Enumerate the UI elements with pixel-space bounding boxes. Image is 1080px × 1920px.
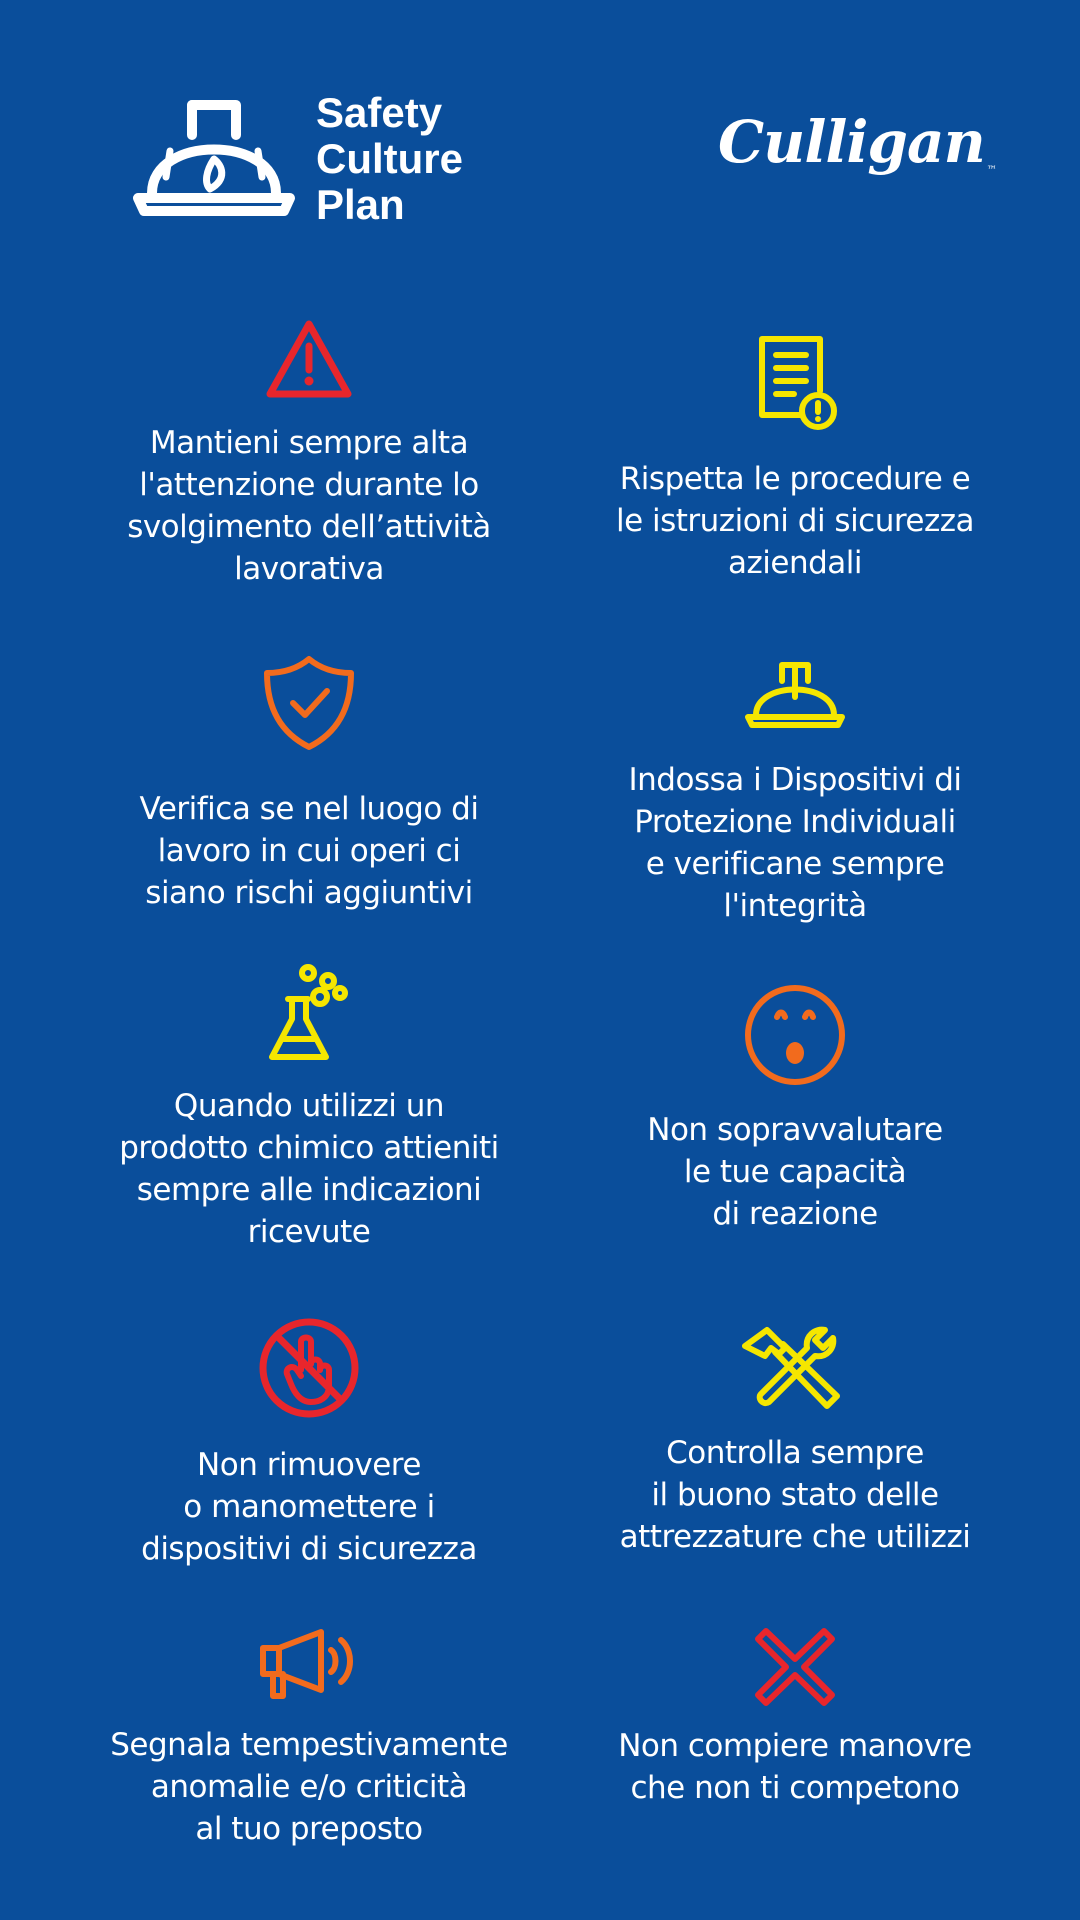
chemical-flask-icon bbox=[264, 963, 354, 1065]
brand-name: Culligan bbox=[718, 108, 985, 176]
hard-hat-logo-icon bbox=[130, 93, 298, 223]
no-touch-icon bbox=[257, 1316, 361, 1420]
rule-text: Non rimuovere o manomettere i dispositivi di sicurezza bbox=[141, 1447, 477, 1567]
title-line: Safety bbox=[316, 89, 443, 136]
rule-text: Rispetta le procedure e le istruzioni di sicurezza aziendali bbox=[615, 461, 975, 581]
app-title bbox=[316, 90, 463, 228]
rule-text: Mantieni sempre alta l'attenzione durante lo svolgimento dell’attività lavorativa bbox=[127, 425, 491, 587]
rule-card bbox=[565, 983, 1025, 1235]
warning-triangle-icon bbox=[264, 318, 354, 400]
rule-card bbox=[565, 657, 1025, 927]
rule-card bbox=[79, 1316, 539, 1570]
rule-text: Controlla sempre il buono stato delle attrezzature che utilizzi bbox=[619, 1435, 971, 1555]
header bbox=[0, 0, 1080, 260]
shield-check-icon bbox=[259, 653, 359, 753]
rule-text: Non compiere manovre che non ti competono bbox=[618, 1728, 972, 1806]
title-line: Plan bbox=[316, 181, 405, 228]
rule-card bbox=[565, 333, 1025, 584]
rule-text: Verifica se nel luogo di lavoro in cui operi ci siano rischi aggiuntivi bbox=[139, 791, 479, 911]
rule-text: Non sopravvalutare le tue capacità di reazione bbox=[647, 1112, 943, 1232]
title-line: Culture bbox=[316, 135, 463, 182]
rule-card bbox=[79, 963, 539, 1253]
trademark-symbol: ™ bbox=[986, 165, 996, 176]
tools-icon bbox=[739, 1322, 851, 1412]
cross-icon bbox=[754, 1627, 836, 1707]
rule-card bbox=[79, 318, 539, 590]
megaphone-icon bbox=[257, 1626, 361, 1702]
document-alert-icon bbox=[750, 333, 840, 433]
rule-card bbox=[79, 653, 539, 914]
hard-hat-icon bbox=[742, 657, 848, 731]
rule-text: Indossa i Dispositivi di Protezione Individuali e verificane sempre l'integrità bbox=[628, 762, 962, 924]
rule-text: Segnala tempestivamente anomalie e/o criticità al tuo preposto bbox=[110, 1727, 508, 1847]
surprised-face-icon bbox=[743, 983, 847, 1087]
rule-card bbox=[79, 1626, 539, 1850]
rule-card bbox=[565, 1322, 1025, 1558]
rule-text: Quando utilizzi un prodotto chimico attieniti sempre alle indicazioni ricevute bbox=[119, 1088, 499, 1250]
rule-card bbox=[565, 1627, 1025, 1809]
culligan-logo bbox=[718, 108, 996, 176]
